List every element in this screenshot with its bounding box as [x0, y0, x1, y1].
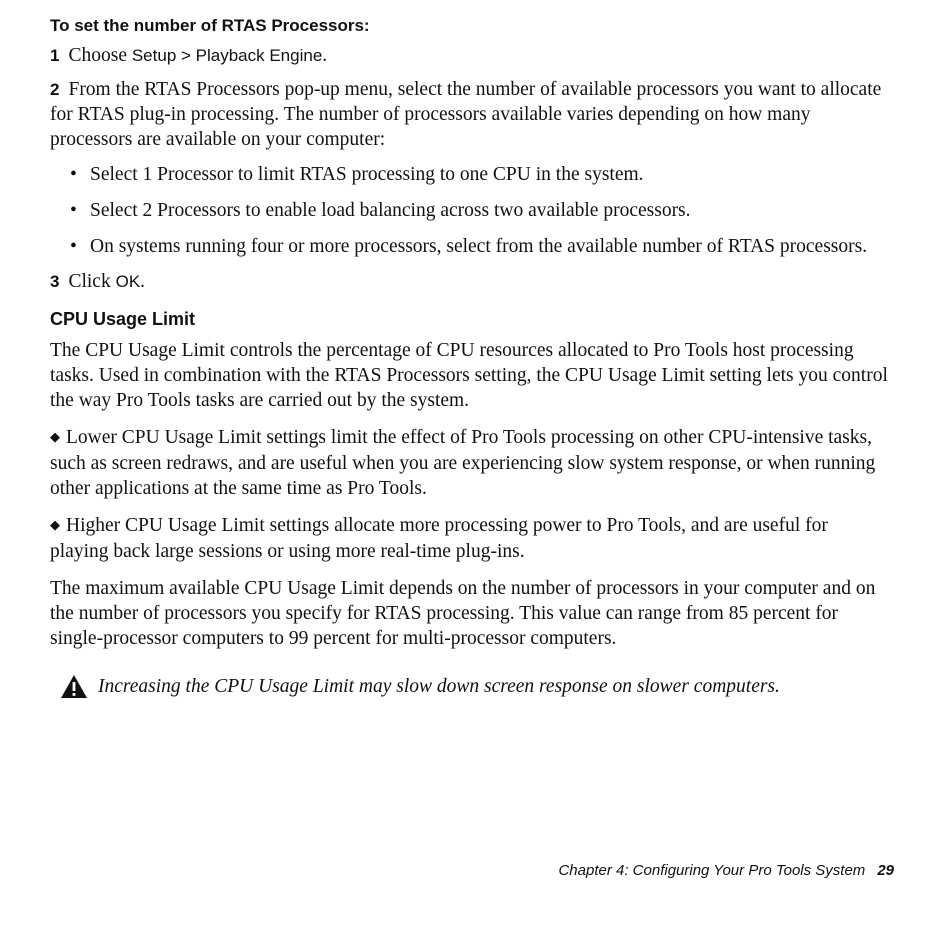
menu-path: Setup > Playback Engine — [131, 46, 323, 65]
list-item — [70, 161, 888, 188]
processor-options-list — [50, 161, 888, 260]
document-page — [50, 14, 888, 700]
diamond-icon: ◆ — [50, 429, 60, 444]
step-1 — [50, 43, 888, 68]
note-text: Lower CPU Usage Limit settings limit the effect of Pro Tools processing on other CPU-intensive tasks, such as screen redraws, and are useful when you are experiencing slow system response, or when running other applications at the same time as Pro Tools. — [50, 427, 876, 499]
step-text: Click — [68, 271, 116, 292]
step-number: 1 — [50, 46, 60, 65]
step-text-end: . — [140, 271, 146, 292]
step-3 — [50, 269, 888, 294]
bullet-icon: • — [70, 236, 77, 257]
step-number: 3 — [50, 272, 60, 291]
procedure-heading: To set the number of RTAS Processors: — [50, 16, 370, 35]
note-lower-limit — [50, 425, 888, 501]
step-text: From the RTAS Processors pop-up menu, select the number of available processors you want to allocate for RTAS plug-in processing. The number of processors available varies depending on how many processors are available on your computer: — [50, 79, 882, 150]
note-higher-limit — [50, 513, 888, 564]
warning-text: Increasing the CPU Usage Limit may slow down screen response on slower computers. — [98, 676, 780, 697]
list-item-text: Select 1 Processor to limit RTAS processing to one CPU in the system. — [90, 164, 644, 185]
chapter-title: Chapter 4: Configuring Your Pro Tools System — [558, 862, 866, 879]
page-footer — [558, 862, 894, 879]
list-item — [70, 197, 888, 224]
warning-icon — [60, 674, 88, 699]
diamond-icon: ◆ — [50, 517, 60, 532]
section-heading: CPU Usage Limit — [50, 309, 196, 329]
step-text-end: . — [322, 45, 328, 66]
bullet-icon: • — [70, 200, 77, 221]
ok-button-label: OK — [115, 272, 141, 291]
page-number: 29 — [877, 862, 894, 879]
list-item — [70, 233, 888, 260]
intro-paragraph: The CPU Usage Limit controls the percentage of CPU resources allocated to Pro Tools host processing tasks. Used in combination with the RTAS Processors setting, the CPU Usage Limit setting lets you control the way Pro Tools tasks are carried out by the system. — [50, 340, 888, 411]
list-item-text: Select 2 Processors to enable load balancing across two available processors. — [90, 200, 691, 221]
list-item-text: On systems running four or more processors, select from the available number of RTAS processors. — [90, 236, 868, 257]
warning-callout — [60, 673, 888, 700]
note-text: Higher CPU Usage Limit settings allocate more processing power to Pro Tools, and are useful for playing back large sessions or using more real-time plug-ins. — [50, 515, 828, 562]
step-text: Choose — [68, 45, 132, 66]
bullet-icon: • — [70, 164, 77, 185]
max-limit-paragraph: The maximum available CPU Usage Limit depends on the number of processors in your computer and on the number of processors you specify for RTAS processing. This value can range from 85 percent for single-processor computers to 99 percent for multi-processor computers. — [50, 578, 876, 649]
step-number: 2 — [50, 80, 60, 99]
step-2 — [50, 77, 888, 152]
